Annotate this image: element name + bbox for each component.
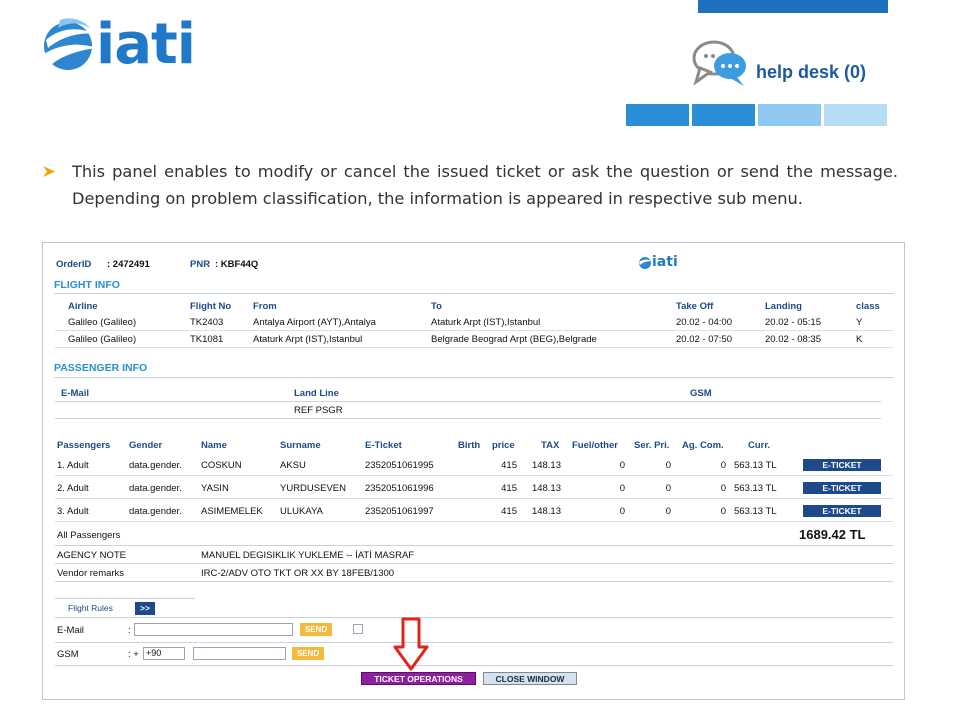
col-curr: Curr. xyxy=(748,440,771,451)
col-take-off: Take Off xyxy=(676,301,714,312)
passenger-ag-com: 0 xyxy=(720,460,726,471)
passenger-e-ticket: 2352051061997 xyxy=(365,506,434,517)
passenger-tax: 148.13 xyxy=(531,483,561,494)
passenger-curr: 563.13 TL xyxy=(734,460,777,471)
globe-logo-icon xyxy=(637,256,653,270)
flight-class: K xyxy=(856,334,863,345)
passenger-price: 415 xyxy=(501,483,517,494)
flight-to: Belgrade Beograd Arpt (BEG),Belgrade xyxy=(431,334,597,345)
passenger-type: 3. Adult xyxy=(57,506,89,517)
order-id-label: OrderID xyxy=(56,259,92,270)
passenger-curr: 563.13 TL xyxy=(734,506,777,517)
iati-logo xyxy=(40,14,200,76)
col-ag-com: Ag. Com. xyxy=(682,440,724,451)
flight-class: Y xyxy=(856,317,863,328)
order-panel xyxy=(42,242,905,700)
passenger-gender: data.gender. xyxy=(129,506,182,517)
flight-to: Ataturk Arpt (IST),Istanbul xyxy=(431,317,541,328)
divider xyxy=(55,401,881,402)
passenger-gender: data.gender. xyxy=(129,483,182,494)
passenger-surname: AKSU xyxy=(280,460,306,471)
header-tab xyxy=(626,104,689,126)
col-fuel-other: Fuel/other xyxy=(572,440,618,451)
passenger-ser-pri: 0 xyxy=(665,460,671,471)
passenger-row xyxy=(55,479,893,499)
divider xyxy=(55,665,893,666)
passenger-surname: YURDUSEVEN xyxy=(280,483,346,494)
flight-info-title: FLIGHT INFO xyxy=(54,279,120,291)
passenger-price: 415 xyxy=(501,506,517,517)
col-e-ticket: E-Ticket xyxy=(365,440,402,451)
col-from: From xyxy=(253,301,277,312)
flight-take-off: 20.02 - 04:00 xyxy=(676,317,732,328)
divider xyxy=(55,563,893,564)
email-send-button[interactable]: SEND xyxy=(300,623,332,636)
agency-note-label: AGENCY NOTE xyxy=(57,550,126,561)
divider xyxy=(55,581,893,582)
flight-number: TK2403 xyxy=(190,317,224,328)
globe-logo-icon xyxy=(40,14,98,74)
divider xyxy=(55,642,893,643)
passenger-name: ASIMEMELEK xyxy=(201,506,263,517)
flight-landing: 20.02 - 08:35 xyxy=(765,334,821,345)
passenger-e-ticket: 2352051061995 xyxy=(365,460,434,471)
col-land-line: Land Line xyxy=(294,388,339,399)
passenger-fuel: 0 xyxy=(619,506,625,517)
flight-row xyxy=(55,315,893,331)
flight-from: Antalya Airport (AYT),Antalya xyxy=(253,317,376,328)
divider xyxy=(54,293,894,294)
e-ticket-button[interactable]: E-TICKET xyxy=(803,505,881,517)
passenger-type: 1. Adult xyxy=(57,460,89,471)
passenger-row xyxy=(55,502,893,522)
email-input[interactable] xyxy=(134,623,293,636)
col-passengers: Passengers xyxy=(57,440,111,451)
panel-logo-text: iati xyxy=(652,254,678,270)
col-surname: Surname xyxy=(280,440,321,451)
col-flight-no: Flight No xyxy=(190,301,232,312)
gsm-prefix: : + xyxy=(128,649,139,660)
passenger-tax: 148.13 xyxy=(531,460,561,471)
header-color-tabs xyxy=(626,104,887,126)
agency-note-value: MANUEL DEGISIKLIK YUKLEME -- İATİ MASRAF xyxy=(201,550,415,561)
passenger-row xyxy=(55,456,893,476)
col-gsm: GSM xyxy=(690,388,712,399)
close-window-button[interactable]: CLOSE WINDOW xyxy=(483,672,577,685)
col-landing: Landing xyxy=(765,301,802,312)
flight-row xyxy=(55,332,893,348)
col-name: Name xyxy=(201,440,227,451)
flight-airline: Galileo (Galileo) xyxy=(68,317,137,328)
flight-take-off: 20.02 - 07:50 xyxy=(676,334,732,345)
vendor-remarks-label: Vendor remarks xyxy=(57,568,125,579)
passenger-gender: data.gender. xyxy=(129,460,182,471)
order-id-value: : 2472491 xyxy=(107,259,150,270)
passenger-name: YASIN xyxy=(201,483,229,494)
total-amount: 1689.42 TL xyxy=(799,527,866,542)
passenger-surname: ULUKAYA xyxy=(280,506,323,517)
logo-wordmark: iati xyxy=(96,12,195,77)
passenger-name: COSKUN xyxy=(201,460,242,471)
flight-rules-label[interactable]: Flight Rules xyxy=(68,603,113,613)
email-form-label: E-Mail xyxy=(57,625,84,636)
divider xyxy=(55,598,195,599)
passenger-type: 2. Adult xyxy=(57,483,89,494)
gsm-number-input[interactable] xyxy=(193,647,286,660)
passenger-fuel: 0 xyxy=(619,483,625,494)
passenger-price: 415 xyxy=(501,460,517,471)
col-email: E-Mail xyxy=(61,388,89,399)
col-birth: Birth xyxy=(458,440,481,451)
all-passengers-label: All Passengers xyxy=(57,530,121,541)
help-desk[interactable] xyxy=(690,36,890,96)
divider xyxy=(55,418,881,419)
passenger-fuel: 0 xyxy=(619,460,625,471)
passenger-tax: 148.13 xyxy=(531,506,561,517)
col-ser-pri: Ser. Pri. xyxy=(634,440,670,451)
ticket-operations-button[interactable]: TICKET OPERATIONS xyxy=(361,672,476,685)
flight-airline: Galileo (Galileo) xyxy=(68,334,137,345)
pnr-label: PNR xyxy=(190,259,211,270)
col-airline: Airline xyxy=(68,301,98,312)
red-down-arrow-icon xyxy=(393,617,429,671)
description-bullet xyxy=(42,158,898,212)
col-to: To xyxy=(431,301,442,312)
flight-landing: 20.02 - 05:15 xyxy=(765,317,821,328)
header-tab xyxy=(758,104,821,126)
help-desk-label[interactable]: help desk (0) xyxy=(756,62,867,82)
col-class: class xyxy=(856,301,880,312)
bullet-arrow-icon xyxy=(42,165,56,178)
divider xyxy=(55,617,893,618)
flight-number: TK1081 xyxy=(190,334,224,345)
passenger-ser-pri: 0 xyxy=(665,506,671,517)
description-text: This panel enables to modify or cancel the issued ticket or ask the question or send the message. Depending on problem classification, the information is appeared in respective sub menu. xyxy=(72,162,898,208)
header-tab xyxy=(824,104,887,126)
vendor-remarks-value: IRC-2/ADV OTO TKT OR XX BY 18FEB/1300 xyxy=(201,568,395,579)
header-tab xyxy=(692,104,755,126)
col-tax: TAX xyxy=(541,440,560,451)
flight-rules-expand-button[interactable]: >> xyxy=(135,602,155,615)
divider xyxy=(54,377,894,378)
pnr-value: : KBF44Q xyxy=(215,259,259,270)
gsm-country-code-input[interactable]: +90 xyxy=(143,647,185,660)
flight-from: Ataturk Arpt (IST),Istanbul xyxy=(253,334,363,345)
chat-bubbles-icon xyxy=(690,36,752,92)
land-line-value: REF PSGR xyxy=(294,405,343,416)
passenger-e-ticket: 2352051061996 xyxy=(365,483,434,494)
email-colon: : xyxy=(128,625,131,636)
passenger-info-title: PASSENGER INFO xyxy=(54,362,148,374)
top-accent-bar xyxy=(698,0,888,13)
passenger-ag-com: 0 xyxy=(720,506,726,517)
col-price: price xyxy=(492,440,515,451)
e-ticket-button[interactable]: E-TICKET xyxy=(803,482,881,494)
col-gender: Gender xyxy=(129,440,163,451)
e-ticket-button[interactable]: E-TICKET xyxy=(803,459,881,471)
passenger-ser-pri: 0 xyxy=(665,483,671,494)
passenger-curr: 563.13 TL xyxy=(734,483,777,494)
gsm-form-label: GSM xyxy=(57,649,79,660)
gsm-send-button[interactable]: SEND xyxy=(292,647,324,660)
email-checkbox[interactable] xyxy=(353,624,363,634)
divider xyxy=(55,545,893,546)
passenger-ag-com: 0 xyxy=(720,483,726,494)
